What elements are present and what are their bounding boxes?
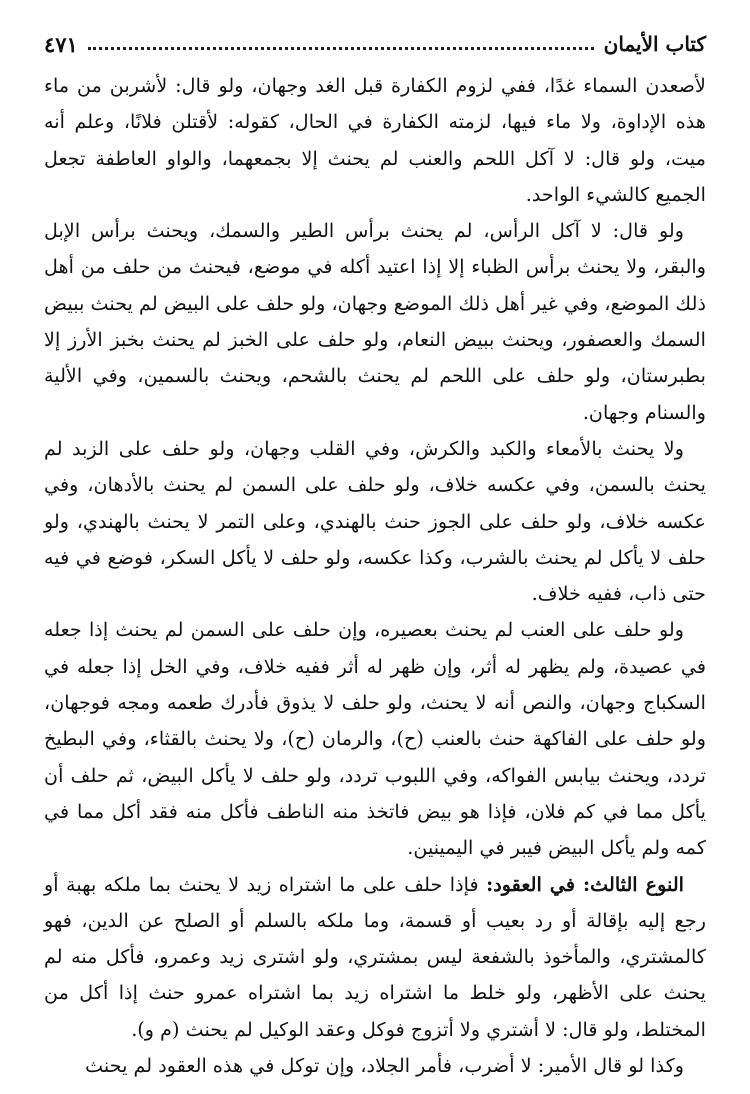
book-page — [44, 22, 706, 1084]
paragraph-6: وكذا لو قال الأمير: لا أضرب، فأمر الجلاد، وإن توكل في هذه العقود لم يحنث — [85, 1054, 684, 1078]
paragraph-5-body: فإذا حلف على ما اشتراه زيد لا يحنث بما ملكه بهبة أو رجع إليه بإقالة أو رد بعيب أو قسمة، وما ملكه بالسلم أو الصلح عن الدين، فهو كالمشتري، والمأخوذ بالشفعة ليس بمشتري، ولو اشترى زيد وعمرو، فأكل منه لم يحنث على الأظهر، ولو خلط ما اشتراه زيد بما اشتراه عمرو حنث إذا أكل من المختلط، ولو قال: لا أشتري ولا أتزوج فوكل وعقد الوكيل لم يحنث (م و). — [44, 872, 706, 1041]
paragraph-1: لأصعدن السماء غدًا، ففي لزوم الكفارة قبل الغد وجهان، ولو قال: لأشربن من ماء هذه الإداوة، ولا ماء فيها، لزمته الكفارة في الحال، كقوله: لأقتلن فلانًا، وعلم أنه ميت، ولو قال: لا آكل اللحم والعنب لم يحنث إلا بجمعهما، والواو العاطفة تجعل الجميع كالشيء الواحد. — [44, 74, 706, 206]
page-number: ٤٧١ — [44, 31, 78, 57]
paragraph-5 — [44, 867, 706, 1048]
running-header — [44, 22, 706, 66]
paragraph-4: ولو حلف على العنب لم يحنث بعصيره، وإن حلف على السمن لم يحنث إذا جعله في عصيدة، ولم يظهر له أثر، وإن ظهر له أثر ففيه خلاف، وفي الخل إذا جعله في السكباج وجهان، والنص أنه لا يحنث، ولو حلف لا يذوق فأدرك طعمه ومجه فوجهان، ولو حلف على الفاكهة حنث بالعنب (ح)، والرمان (ح)، ولا يحنث بالقثاء، وفي البطيخ تردد، ويحنث بيابس الفواكه، وفي اللبوب تردد، ولو حلف لا يأكل البيض، ثم حلف أن يأكل مما في كم فلان، فإذا هو بيض فاتخذ منه الناطف فأكل منه فقد أكل مما في كمه ولم يأكل البيض فيبر في اليمينين. — [44, 618, 706, 860]
chapter-title: كتاب الأيمان — [603, 32, 706, 56]
header-dotted-leader — [88, 47, 594, 50]
section-heading: النوع الثالث: في العقود: — [486, 872, 685, 896]
paragraph-2: ولو قال: لا آكل الرأس، لم يحنث برأس الطير والسمك، ويحنث برأس الإبل والبقر، ولا يحنث برأس الظباء إلا إذا اعتيد أكله في موضع، فيحنث من حلف من أهل ذلك الموضع، وفي غير أهل ذلك الموضع وجهان، ولو حلف على البيض لم يحنث ببيض السمك والعصفور، ويحنث ببيض النعام، ولو حلف على الخبز لم يحنث بخبز الأرز إلا بطبرستان، ولو حلف على اللحم لم يحنث بالشحم، ويحنث بالسمين، وفي الألية والسنام وجهان. — [44, 219, 706, 424]
paragraph-3: ولا يحنث بالأمعاء والكبد والكرش، وفي القلب وجهان، ولو حلف على الزبد لم يحنث بالسمن، وفي عكسه خلاف، ولو حلف على السمن لم يحنث بالأدهان، وفي عكسه خلاف، ولو حلف على الجوز حنث بالهندي، وعلى التمر لا يحنث بالهندي، ولو حلف لا يأكل لم يحنث بالشرب، وكذا عكسه، ولو حلف لا يأكل السكر، فوضع في فيه حتى ذاب، ففيه خلاف. — [44, 436, 706, 606]
